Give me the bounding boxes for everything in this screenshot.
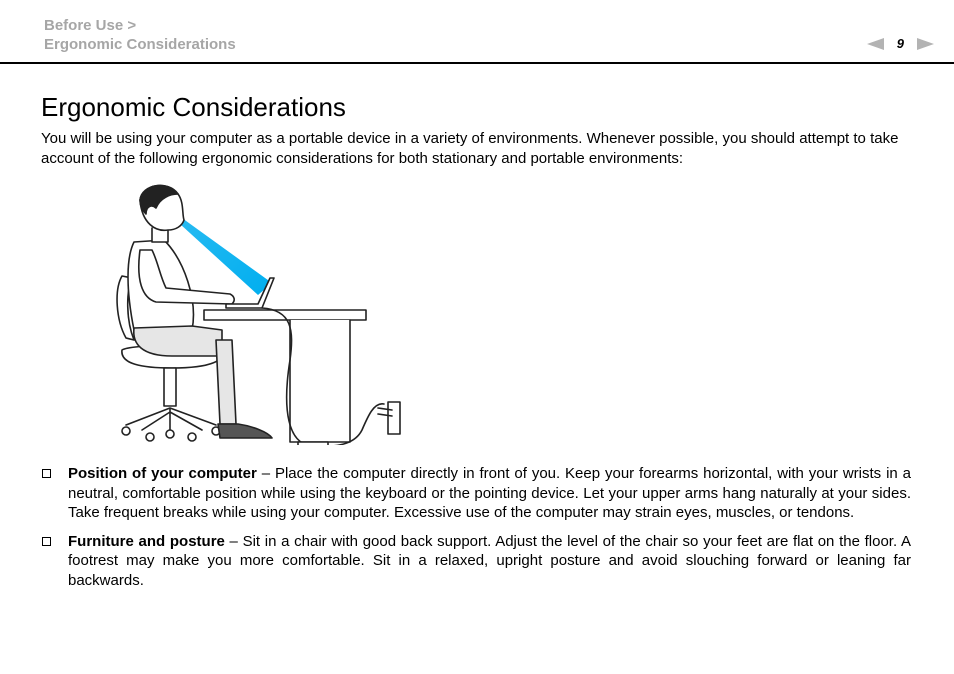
right-arrow-icon[interactable] [917,38,934,50]
ergonomic-posture-illustration [112,180,412,445]
considerations-list [41,464,911,599]
person-shoe [218,424,272,438]
page-header [0,0,954,64]
page-number: 9 [896,36,904,51]
bullet-term: Furniture and posture [68,532,225,550]
checkbox-bullet-icon [42,537,51,546]
desk-leg [290,320,350,442]
breadcrumb-parent[interactable]: Before Use > [44,17,137,34]
breadcrumb [44,16,236,54]
pager [867,36,934,51]
intro-paragraph: You will be using your computer as a portable device in a variety of environments. Whenever possible, you should attempt to take account of the following ergonomic considerations for both stationary and portable environments: [41,130,899,167]
person-thigh [134,326,222,356]
header-divider [0,62,954,64]
bullet-text: – Place the computer directly in front of you. Keep your forearms horizontal, with your wrists in a neutral, comfortable position while using the keyboard or the pointing device. Let your upper arms hang naturally at your sides. Take frequent breaks while using your computer. Excessive use of the computer may strain eyes, muscles, or tendons. [68,465,911,521]
wall-outlet [388,402,400,434]
breadcrumb-current[interactable]: Ergonomic Considerations [44,36,236,53]
person-shin [216,340,236,424]
vision-beam [180,218,272,295]
left-arrow-icon[interactable] [867,38,884,50]
page-title: Ergonomic Considerations [41,92,346,122]
bullet-text: – Sit in a chair with good back support. Adjust the level of the chair so your feet are flat on the floor. A footrest may make you more comfortable. Sit in a relaxed, upright posture and avoid slouching forward or leaning far backwards. [68,532,911,589]
list-item [41,464,911,523]
list-item [41,532,911,591]
bullet-term: Position of your computer [68,465,257,482]
chair-base [126,408,216,430]
checkbox-bullet-icon [42,469,51,478]
